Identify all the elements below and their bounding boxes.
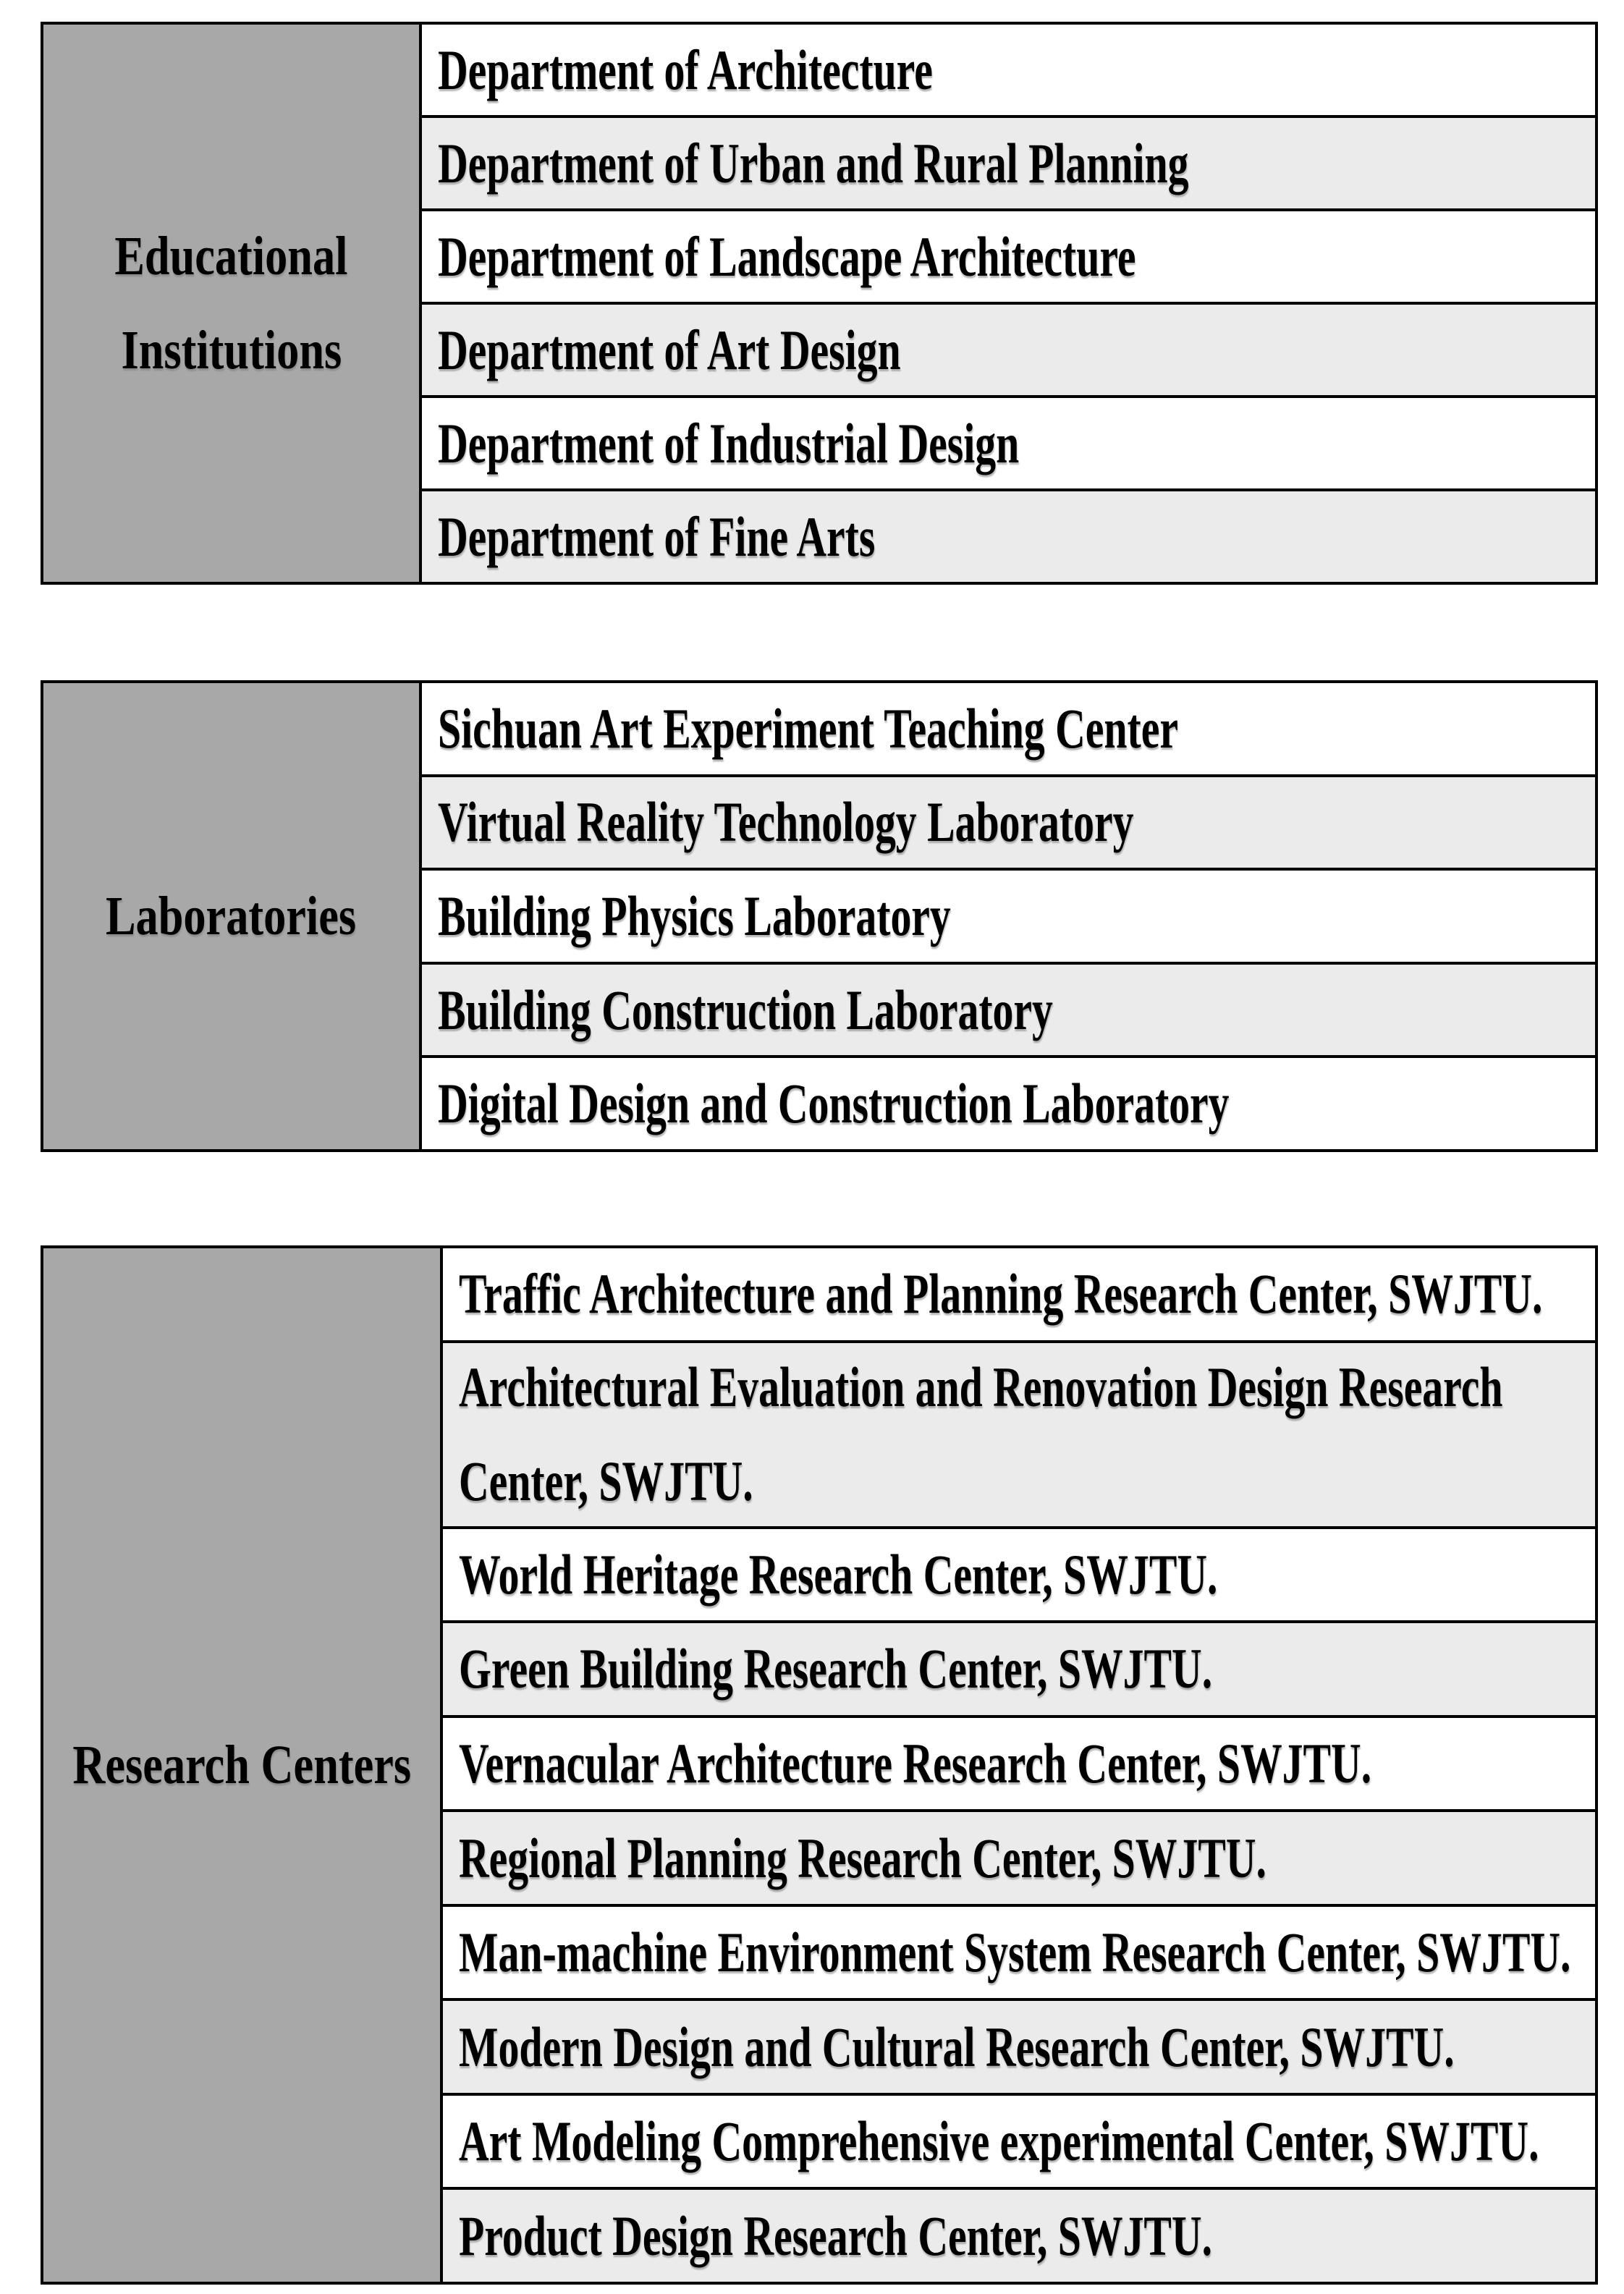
- table-body: [443, 1248, 1595, 2282]
- table-row: [422, 208, 1595, 302]
- cell-text: Green Building Research Center, SWJTU.: [459, 1637, 1213, 1701]
- table-row: [443, 1340, 1595, 1526]
- table-row: [443, 1620, 1595, 1715]
- table-row: [422, 488, 1595, 582]
- cell-text: Building Construction Laboratory: [438, 978, 1053, 1041]
- table-row: [422, 1055, 1595, 1149]
- cell-text: Virtual Reality Technology Laboratory: [438, 790, 1134, 854]
- row-header-research-centers: [43, 1248, 443, 2282]
- cell-text: Center, SWJTU.: [459, 1449, 753, 1513]
- table-row: [422, 395, 1595, 488]
- cell-text: Man-machine Environment System Research Center, SWJTU.: [459, 1921, 1571, 1984]
- header-label-line: Educational: [114, 226, 348, 287]
- table-row: [443, 2093, 1595, 2188]
- row-header-educational-institutions: [43, 25, 422, 582]
- cell-text: Department of Architecture: [438, 38, 933, 101]
- table-row: [422, 302, 1595, 395]
- table-row: [422, 25, 1595, 115]
- cell-text: Digital Design and Construction Laboratory: [438, 1072, 1230, 1135]
- table-educational-institutions: [41, 22, 1598, 585]
- header-label-line: Institutions: [121, 320, 342, 381]
- table-row: [422, 868, 1595, 962]
- cell-text: Product Design Research Center, SWJTU.: [459, 2204, 1213, 2267]
- cell-text: Art Modeling Comprehensive experimental Center, SWJTU.: [459, 2109, 1539, 2173]
- cell-text: Department of Urban and Rural Planning: [438, 131, 1189, 195]
- table-row: [443, 1998, 1595, 2093]
- cell-text: Traffic Architecture and Planning Research Center, SWJTU.: [459, 1262, 1543, 1326]
- cell-text: Regional Planning Research Center, SWJTU.: [459, 1826, 1266, 1889]
- row-header-laboratories: [43, 683, 422, 1149]
- table-row: [422, 774, 1595, 868]
- cell-text: Department of Fine Arts: [438, 504, 876, 568]
- cell-text: Department of Art Design: [438, 318, 901, 381]
- table-row: [443, 1248, 1595, 1340]
- table-row: [443, 1809, 1595, 1904]
- table-row: [422, 962, 1595, 1056]
- table-row: [443, 1526, 1595, 1621]
- cell-text: Department of Industrial Design: [438, 411, 1020, 475]
- table-body: [422, 683, 1595, 1149]
- cell-text: World Heritage Research Center, SWJTU.: [459, 1542, 1218, 1606]
- cell-text: Vernacular Architecture Research Center, SWJTU.: [459, 1732, 1372, 1795]
- cell-text: Building Physics Laboratory: [438, 884, 951, 947]
- table-research-centers: [41, 1245, 1598, 2285]
- header-label-line: Research Centers: [72, 1735, 411, 1795]
- table-row: [443, 1904, 1595, 1999]
- cell-text: Department of Landscape Architecture: [438, 224, 1136, 288]
- table-laboratories: [41, 680, 1598, 1152]
- table-row: [422, 115, 1595, 208]
- header-label-line: Laboratories: [106, 886, 357, 947]
- cell-text: Modern Design and Cultural Research Center, SWJTU.: [459, 2015, 1455, 2078]
- table-row: [422, 683, 1595, 774]
- table-body: [422, 25, 1595, 582]
- table-row: [443, 1715, 1595, 1810]
- cell-text: Sichuan Art Experiment Teaching Center: [438, 696, 1178, 760]
- table-row: [443, 2187, 1595, 2282]
- cell-text: Architectural Evaluation and Renovation Design Research: [459, 1355, 1503, 1419]
